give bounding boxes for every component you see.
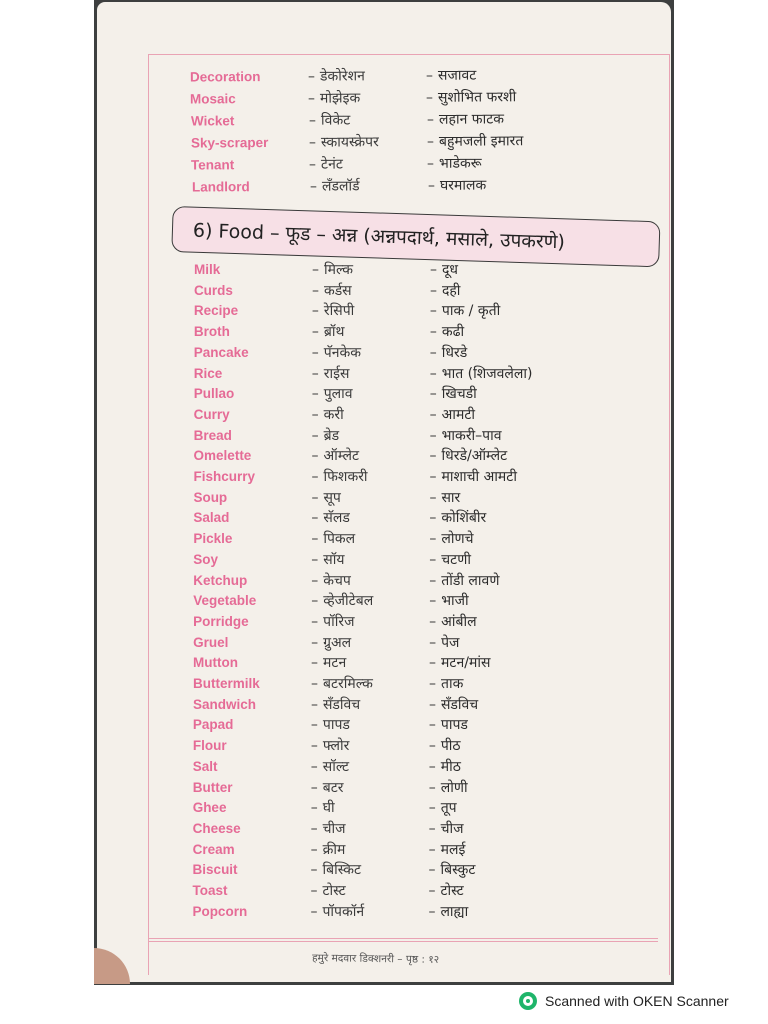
word-entry-row	[193, 819, 633, 839]
dash-separator: –	[311, 551, 319, 568]
dash-separator: –	[429, 324, 437, 341]
dash-separator: –	[428, 903, 436, 920]
english-word: Cheese	[192, 820, 241, 836]
dash-separator: –	[309, 178, 317, 195]
dash-separator: –	[429, 386, 437, 403]
english-word: Gruel	[193, 634, 229, 650]
dash-separator: –	[428, 717, 436, 734]
marathi-meaning: माशाची आमटी	[441, 469, 517, 485]
pronunciation: क्रीम	[322, 841, 346, 858]
marathi-meaning: टोस्ट	[440, 883, 464, 899]
dash-separator: –	[310, 779, 318, 796]
dash-separator: –	[428, 820, 436, 837]
word-entry-row	[191, 174, 631, 197]
marathi-meaning: धिरडे	[441, 344, 468, 361]
marathi-meaning: लाह्या	[440, 903, 469, 920]
word-entry-row	[193, 840, 633, 860]
pronunciation: व्हेजीटेबल	[323, 593, 374, 610]
english-word: Tenant	[191, 157, 235, 173]
pronunciation: बटर	[322, 779, 344, 796]
dash-separator: –	[429, 572, 437, 589]
word-entry-row	[194, 467, 634, 487]
marathi-meaning: भात (शिजवलेला)	[441, 365, 533, 382]
word-entry-row	[193, 591, 633, 611]
english-word: Biscuit	[192, 862, 238, 878]
word-entry-row	[193, 653, 633, 673]
marathi-meaning: सार	[441, 489, 461, 506]
scanner-watermark	[519, 991, 729, 1011]
dash-separator: –	[310, 820, 318, 837]
dash-separator: –	[311, 593, 319, 610]
english-word: Broth	[193, 324, 230, 340]
marathi-meaning: मीठ	[440, 758, 461, 775]
word-entry-row	[193, 550, 633, 570]
dash-separator: –	[429, 344, 437, 361]
dash-separator: –	[311, 676, 318, 692]
dash-separator: –	[429, 655, 437, 672]
dash-separator: –	[310, 738, 318, 755]
marathi-meaning: धिरडे/ऑम्लेट	[441, 448, 508, 465]
dash-separator: –	[426, 89, 434, 106]
word-entry-row	[193, 529, 633, 549]
word-entry-row	[193, 674, 633, 694]
pronunciation: पापड	[322, 717, 350, 734]
dash-separator: –	[311, 324, 319, 341]
scanner-logo-icon	[519, 992, 537, 1010]
marathi-meaning: सजावट	[437, 67, 477, 84]
dash-separator: –	[310, 883, 318, 899]
scanner-text: Scanned with OKEN Scanner	[545, 993, 729, 1009]
dash-separator: –	[310, 696, 318, 713]
dash-separator: –	[310, 841, 318, 858]
word-entry-row	[193, 778, 633, 798]
marathi-meaning: भाडेकरू	[439, 155, 482, 172]
word-entry-row	[194, 281, 634, 301]
word-entry-row	[193, 571, 633, 591]
dash-separator: –	[310, 800, 318, 817]
marathi-meaning: भाजी	[441, 593, 469, 610]
word-entry-row	[193, 881, 633, 901]
dash-separator: –	[307, 68, 316, 85]
word-entry-row	[193, 736, 633, 756]
pronunciation: रेसिपी	[323, 303, 355, 320]
dash-separator: –	[429, 634, 437, 651]
pronunciation: स्कायस्क्रेपर	[320, 134, 379, 151]
pronunciation: फिशकरी	[323, 469, 368, 485]
dash-separator: –	[428, 758, 436, 775]
word-entry-row	[194, 446, 634, 466]
pronunciation: बटरमिल्क	[323, 676, 373, 692]
english-word: Papad	[192, 717, 234, 733]
marathi-meaning: पापड	[440, 717, 468, 734]
pronunciation: लँडलॉर्ड	[321, 178, 360, 195]
dash-separator: –	[311, 365, 319, 382]
word-entry-row	[193, 695, 633, 715]
dash-separator: –	[311, 613, 319, 630]
dash-separator: –	[309, 156, 317, 173]
dash-separator: –	[311, 448, 319, 465]
footer-rule-inner	[148, 941, 658, 942]
pronunciation: डेकोरेशन	[319, 68, 365, 85]
pronunciation: ब्रॉथ	[323, 324, 345, 341]
english-word: Pullao	[193, 386, 235, 402]
marathi-meaning: मटन/मांस	[441, 655, 491, 672]
english-word: Buttermilk	[193, 676, 260, 691]
word-entry-row	[193, 860, 633, 880]
english-word: Salad	[193, 510, 230, 526]
dash-separator: –	[428, 738, 436, 755]
dash-separator: –	[425, 67, 434, 84]
pronunciation: सॉल्ट	[322, 758, 350, 775]
dash-separator: –	[429, 406, 437, 423]
marathi-meaning: घरमालक	[439, 177, 486, 194]
word-entry-row	[192, 902, 632, 922]
pronunciation: ग्रुअल	[323, 634, 352, 651]
dash-separator: –	[429, 303, 437, 320]
dash-separator: –	[429, 551, 437, 568]
word-entry-row	[193, 508, 633, 528]
pronunciation: पॉरिज	[323, 613, 355, 630]
english-word: Bread	[193, 427, 232, 443]
english-word: Recipe	[193, 303, 239, 319]
english-word: Decoration	[189, 69, 261, 85]
dash-separator: –	[311, 406, 319, 423]
pronunciation: सँडविच	[322, 696, 361, 713]
pronunciation: बिस्किट	[322, 862, 362, 879]
dash-separator: –	[429, 365, 437, 382]
word-entry-row	[194, 343, 634, 363]
marathi-meaning: खिचडी	[441, 386, 477, 403]
word-entry-row	[191, 152, 631, 175]
english-word: Curry	[193, 406, 230, 422]
word-entry-row	[194, 405, 634, 425]
dash-separator: –	[429, 593, 437, 610]
english-word: Rice	[193, 365, 223, 381]
word-entry-row	[193, 633, 633, 653]
dash-separator: –	[308, 90, 316, 107]
dash-separator: –	[310, 717, 318, 734]
word-entry-row	[193, 798, 633, 818]
marathi-meaning: तूप	[440, 800, 457, 817]
english-word: Porridge	[193, 613, 249, 629]
dash-separator: –	[428, 883, 436, 899]
pronunciation: ब्रेड	[323, 427, 340, 444]
dash-separator: –	[429, 448, 437, 465]
english-word: Fishcurry	[193, 469, 256, 484]
pronunciation: करी	[323, 406, 344, 423]
english-word: Curds	[193, 282, 233, 298]
pronunciation: सॅलड	[323, 510, 350, 527]
word-entry-row	[194, 364, 634, 384]
pronunciation: मिल्क	[324, 262, 354, 278]
dash-separator: –	[429, 531, 437, 548]
pronunciation: सूप	[323, 489, 341, 506]
word-entry-row	[194, 426, 634, 446]
page-footer: हमुरे मदवार डिक्शनरी – पृष्ठ : १२	[311, 952, 440, 966]
english-word: Salt	[192, 758, 218, 774]
pronunciation: मटन	[323, 655, 347, 672]
pronunciation: पॅनकेक	[323, 344, 362, 361]
marathi-meaning: बिस्कुट	[440, 862, 476, 879]
marathi-meaning: दही	[441, 282, 461, 299]
english-word: Ghee	[192, 800, 227, 816]
english-word: Flour	[192, 738, 227, 754]
dash-separator: –	[430, 262, 437, 278]
dash-separator: –	[428, 696, 436, 713]
dash-separator: –	[429, 282, 437, 299]
dash-separator: –	[426, 111, 434, 128]
dash-separator: –	[311, 469, 319, 485]
word-entry-row	[191, 130, 631, 153]
dash-separator: –	[427, 155, 435, 172]
marathi-meaning: लोणी	[440, 779, 468, 796]
dash-separator: –	[308, 112, 316, 129]
english-word: Ketchup	[193, 572, 248, 588]
dash-separator: –	[311, 572, 319, 589]
marathi-meaning: लोणचे	[441, 531, 474, 548]
english-word: Vegetable	[193, 593, 257, 609]
pronunciation: पुलाव	[323, 386, 353, 403]
dash-separator: –	[310, 862, 318, 879]
english-word: Wicket	[190, 113, 235, 129]
word-entry-row	[190, 86, 630, 109]
marathi-meaning: आंबील	[441, 613, 477, 630]
pronunciation: पॉपकॉर्न	[322, 903, 365, 920]
pronunciation: मोझेइक	[320, 90, 361, 107]
dash-separator: –	[311, 386, 319, 403]
marathi-meaning: पेज	[441, 634, 460, 651]
pronunciation: सॉय	[323, 551, 345, 568]
dash-separator: –	[310, 758, 318, 775]
marathi-meaning: लहान फाटक	[438, 111, 504, 128]
dash-separator: –	[428, 862, 436, 879]
marathi-meaning: पीठ	[440, 738, 461, 755]
pronunciation: केचप	[323, 572, 351, 589]
word-entry-row	[193, 715, 633, 735]
marathi-meaning: चीज	[440, 820, 464, 837]
english-word: Sky-scraper	[190, 134, 269, 151]
marathi-meaning: कढी	[441, 324, 465, 341]
pronunciation: कर्डस	[323, 282, 352, 299]
pronunciation: फ्लोर	[322, 738, 350, 755]
english-word: Soy	[193, 551, 219, 567]
english-word: Mosaic	[190, 91, 237, 107]
pronunciation: चीज	[322, 820, 346, 837]
dash-separator: –	[311, 655, 319, 672]
section-title: 6) Food – फूड – अन्न (अन्नपदार्थ, मसाले, उपकरणे)	[192, 219, 566, 254]
marathi-meaning: दूध	[442, 262, 459, 278]
word-entry-row	[193, 757, 633, 777]
dash-separator: –	[428, 779, 436, 796]
marathi-meaning: कोशिंबीर	[441, 510, 487, 527]
dash-separator: –	[428, 800, 436, 817]
pronunciation: विकेट	[320, 112, 350, 129]
dash-separator: –	[429, 613, 437, 630]
marathi-meaning: आमटी	[441, 406, 476, 423]
dash-separator: –	[429, 676, 436, 692]
english-word: Mutton	[193, 655, 239, 671]
english-word: Milk	[194, 262, 221, 277]
dash-separator: –	[428, 841, 436, 858]
pronunciation: टेनंट	[321, 156, 344, 173]
dash-separator: –	[311, 303, 319, 320]
dash-separator: –	[311, 427, 319, 444]
dash-separator: –	[308, 134, 316, 151]
dash-separator: –	[311, 489, 319, 506]
english-word: Pickle	[193, 531, 233, 547]
pronunciation: राईस	[323, 365, 350, 382]
word-entry-row	[194, 384, 634, 404]
word-entry-row	[191, 108, 631, 131]
english-word: Landlord	[191, 179, 250, 195]
marathi-meaning: भाकरी–पाव	[441, 427, 502, 444]
marathi-meaning: बहुमजली इमारत	[438, 133, 524, 150]
english-word: Cream	[192, 841, 235, 857]
dash-separator: –	[311, 344, 319, 361]
marathi-meaning: सँडविच	[440, 696, 479, 713]
pronunciation: ऑम्लेट	[323, 448, 360, 465]
word-entry-row	[190, 64, 630, 87]
dash-separator: –	[429, 469, 437, 485]
pronunciation: घी	[322, 800, 335, 817]
dash-separator: –	[311, 510, 319, 527]
word-entry-row	[194, 322, 634, 342]
word-entry-row	[194, 260, 634, 280]
pronunciation: टोस्ट	[322, 883, 346, 899]
english-word: Pancake	[193, 344, 249, 360]
english-word: Sandwich	[192, 696, 256, 712]
dash-separator: –	[311, 282, 319, 299]
dash-separator: –	[311, 634, 319, 651]
dash-separator: –	[429, 510, 437, 527]
dash-separator: –	[429, 427, 437, 444]
word-entry-row	[193, 488, 633, 508]
english-word: Soup	[193, 489, 228, 505]
word-entry-row	[194, 301, 634, 321]
dash-separator: –	[426, 133, 434, 150]
english-word: Omelette	[193, 448, 252, 464]
marathi-meaning: ताक	[441, 676, 464, 692]
english-word: Butter	[192, 779, 233, 795]
dash-separator: –	[429, 489, 437, 506]
marathi-meaning: तोंडी लावणे	[441, 572, 500, 589]
dash-separator: –	[427, 177, 435, 194]
english-word: Toast	[192, 883, 228, 898]
dash-separator: –	[312, 262, 319, 278]
dash-separator: –	[310, 903, 318, 920]
word-entry-row	[193, 612, 633, 632]
pronunciation: पिकल	[323, 531, 356, 548]
marathi-meaning: मलई	[440, 841, 466, 858]
english-word: Popcorn	[192, 903, 248, 919]
marathi-meaning: सुशोभित फरशी	[438, 89, 517, 106]
marathi-meaning: पाक / कृती	[441, 303, 501, 320]
marathi-meaning: चटणी	[441, 551, 471, 568]
footer-rule	[148, 938, 658, 939]
dash-separator: –	[311, 531, 319, 548]
